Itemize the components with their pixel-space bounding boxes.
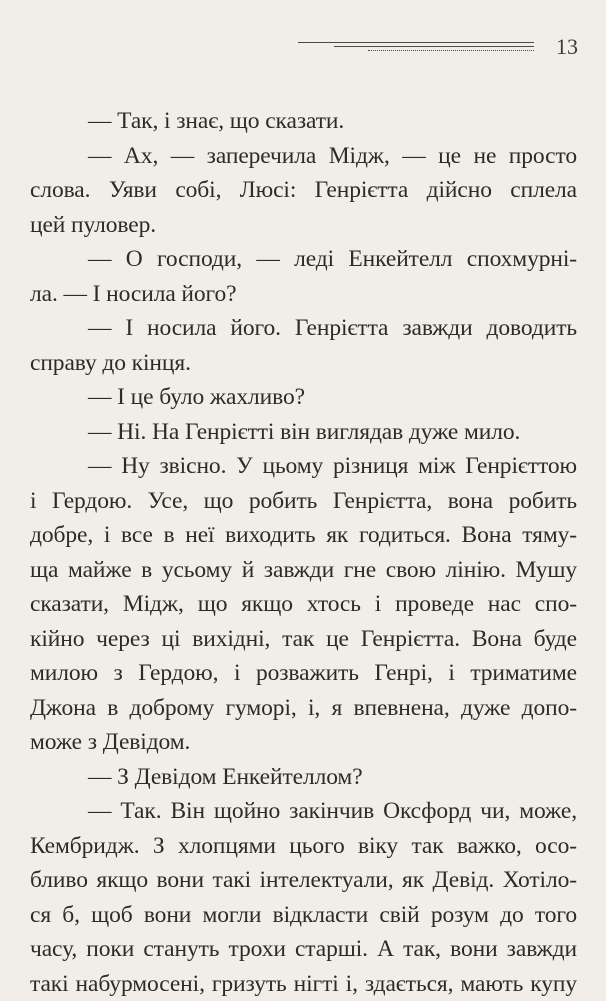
- header-rule: [298, 42, 534, 43]
- text-line: справу до кінця.: [30, 346, 577, 381]
- text-line: бливо якщо вони такі інтелектуали, як Девід. Хотіло-: [30, 863, 577, 898]
- text-line: ся б, щоб вони могли відкласти свій розум до того: [30, 898, 577, 933]
- text-line: цей пуловер.: [30, 208, 577, 243]
- text-line: — І це було жахливо?: [30, 380, 577, 415]
- text-line: — З Девідом Енкейтеллом?: [30, 760, 577, 795]
- text-line: — Ах, — заперечила Мідж, — це не просто: [30, 139, 577, 174]
- header-rule: [334, 46, 534, 47]
- text-line: — І носила його. Генрієтта завжди доводить: [30, 311, 577, 346]
- text-line: — Ні. На Генрієтті він виглядав дуже мило.: [30, 415, 577, 450]
- text-line: Кембридж. З хлопцями цього віку так важко, осо-: [30, 829, 577, 864]
- text-line: — О господи, — леді Енкейтелл спохмурні-: [30, 242, 577, 277]
- text-line: може з Девідом.: [30, 725, 577, 760]
- text-line: ща майже в усьому й завжди гне свою лінію. Мушу: [30, 553, 577, 588]
- text-line: Джона в доброму гуморі, і, я впевнена, дуже допо-: [30, 691, 577, 726]
- text-line: сказати, Мідж, що якщо хтось і проведе нас спо-: [30, 587, 577, 622]
- text-line: милою з Гердою, і розважить Генрі, і триматиме: [30, 656, 577, 691]
- text-line: часу, поки стануть трохи старші. А так, вони завжди: [30, 932, 577, 967]
- text-line: добре, і все в неї виходить як годиться. Вона тяму-: [30, 518, 577, 553]
- text-line: — Ну звісно. У цьому різниця між Генрієттою: [30, 449, 577, 484]
- page-number: 13: [556, 33, 578, 61]
- running-header: [298, 33, 578, 63]
- text-line: — Так, і знає, що сказати.: [30, 104, 577, 139]
- body-text: [30, 104, 577, 1001]
- header-ornament-rules: [298, 42, 534, 52]
- text-line: — Так. Він щойно закінчив Оксфорд чи, може,: [30, 794, 577, 829]
- text-line: такі набурмосені, гризуть нігті і, здається, мають купу: [30, 967, 577, 1001]
- header-rule: [368, 50, 534, 51]
- text-line: і Гердою. Усе, що робить Генрієтта, вона робить: [30, 484, 577, 519]
- text-line: слова. Уяви собі, Люсі: Генрієтта дійсно сплела: [30, 173, 577, 208]
- text-line: кійно через ці вихідні, так це Генрієтта. Вона буде: [30, 622, 577, 657]
- text-line: ла. — І носила його?: [30, 277, 577, 312]
